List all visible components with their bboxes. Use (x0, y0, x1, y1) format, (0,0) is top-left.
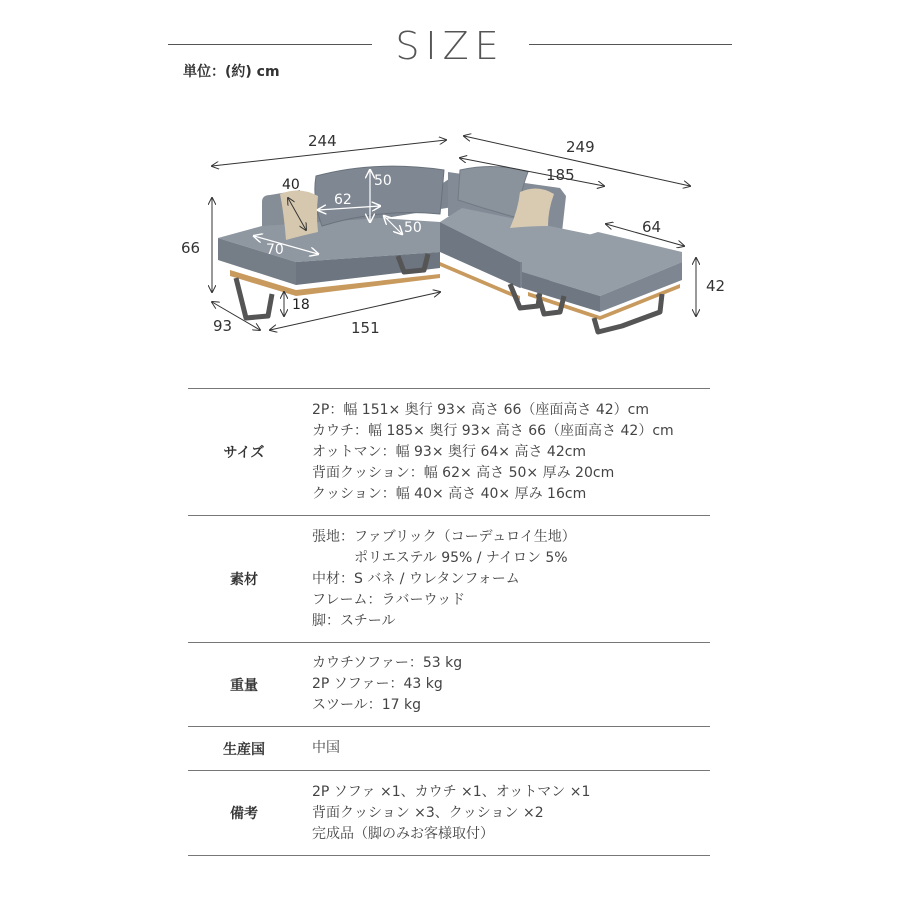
spec-line: 中材：S バネ / ウレタンフォーム (312, 570, 520, 587)
small-cushion-left (280, 190, 318, 240)
dim-50-height: 50 (374, 173, 392, 189)
spec-row-material (188, 516, 710, 643)
dim-62: 62 (334, 192, 352, 208)
dim-185: 185 (546, 166, 575, 184)
spec-line: 背面クッション：幅 62× 高さ 50× 厚み 20cm (312, 464, 615, 481)
spec-values (300, 782, 710, 845)
page-title: SIZE (395, 24, 505, 68)
spec-line: オットマン：幅 93× 奥行 64× 高さ 42cm (312, 443, 587, 460)
spec-line: カウチソファー：53 kg (312, 655, 463, 671)
dim-50-depth: 50 (404, 220, 422, 236)
dim-40: 40 (282, 177, 300, 193)
spec-line: フレーム：ラバーウッド (312, 591, 466, 608)
dim-249: 249 (566, 138, 595, 156)
unit-note: 単位：(約) cm (183, 64, 280, 80)
spec-values (300, 527, 710, 632)
spec-line: 中国 (312, 740, 340, 756)
dim-151: 151 (351, 319, 380, 337)
dim-244: 244 (308, 132, 337, 150)
spec-table (188, 388, 710, 856)
dim-42: 42 (706, 277, 726, 295)
spec-values (300, 738, 710, 759)
spec-line: ポリエステル 95% / ナイロン 5% (312, 549, 568, 566)
spec-label: サイズ (223, 445, 265, 461)
spec-label: 素材 (230, 572, 258, 588)
spec-line: 張地：ファブリック（コーデュロイ生地） (312, 528, 576, 545)
spec-label: 生産国 (223, 741, 265, 758)
spec-line: 脚：スチール (312, 612, 396, 629)
dim-93: 93 (213, 317, 233, 335)
spec-line: 完成品（脚のみお客様取付） (312, 825, 494, 842)
spec-label: 備考 (230, 806, 258, 822)
spec-row-origin (188, 727, 710, 771)
sofa-dimension-diagram (0, 0, 900, 380)
spec-line: クッション：幅 40× 高さ 40× 厚み 16cm (312, 485, 587, 502)
spec-line: 2P ソファ ×1、カウチ ×1、オットマン ×1 (312, 783, 591, 800)
spec-line: 2P：幅 151× 奥行 93× 高さ 66（座面高さ 42）cm (312, 401, 650, 418)
spec-line: カウチ：幅 185× 奥行 93× 高さ 66（座面高さ 42）cm (312, 422, 674, 439)
spec-line: 背面クッション ×3、クッション ×2 (312, 804, 544, 821)
spec-row-notes (188, 771, 710, 856)
spec-label: 重量 (230, 677, 258, 694)
dim-64: 64 (642, 218, 662, 236)
spec-values (300, 400, 710, 505)
spec-line: スツール：17 kg (312, 697, 421, 713)
spec-row-size (188, 388, 710, 516)
spec-row-weight (188, 643, 710, 727)
spec-values (300, 653, 710, 716)
spec-line: 2P ソファー：43 kg (312, 676, 443, 692)
dim-18: 18 (292, 297, 310, 313)
dim-70: 70 (266, 242, 284, 258)
dim-66: 66 (181, 239, 201, 257)
